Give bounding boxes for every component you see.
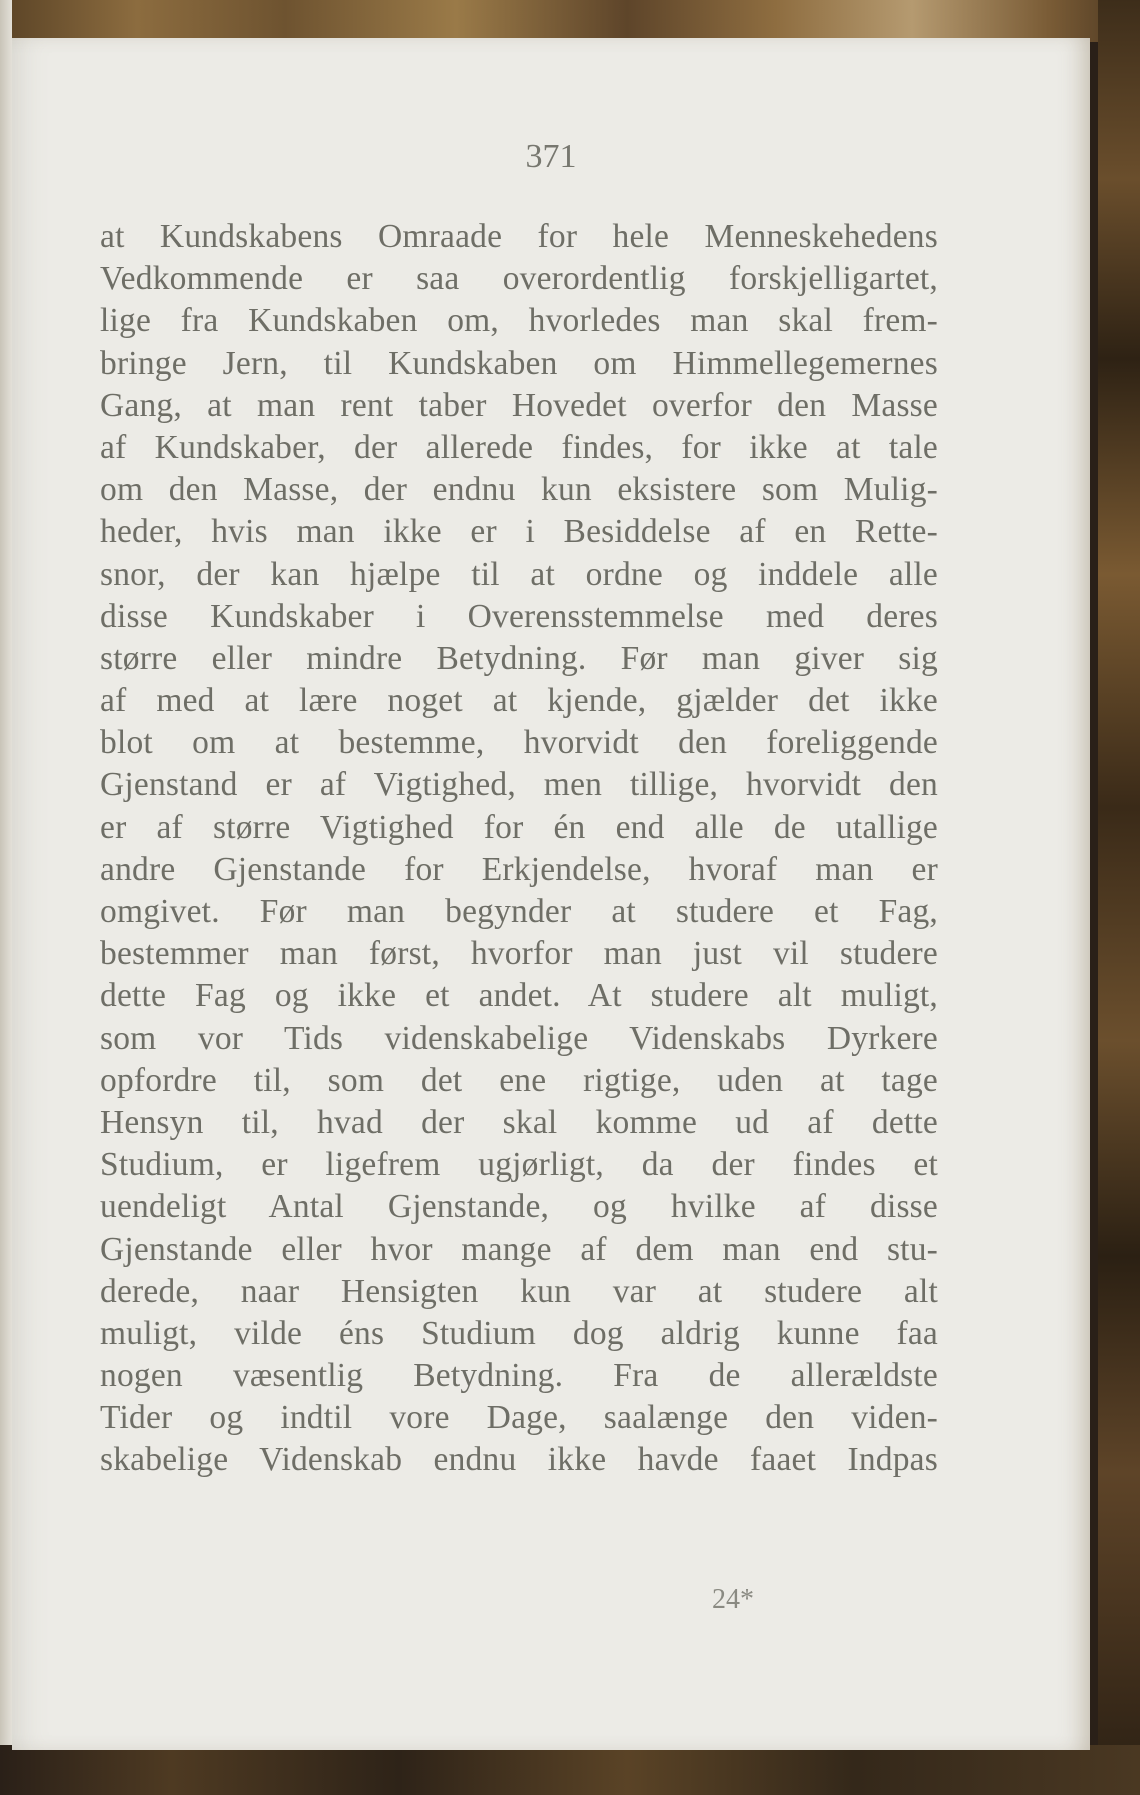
text-line: Hensyn til, hvad der skal komme ud af dette	[100, 1103, 938, 1141]
text-line: bringe Jern, til Kundskaben om Himmellegemernes	[100, 344, 938, 382]
text-line: større eller mindre Betydning. Før man giver sig	[100, 639, 938, 677]
text-line: Studium, er ligefrem ugjørligt, da der findes et	[100, 1146, 938, 1184]
text-line: omgivet. Før man begynder at studere et Fag,	[100, 893, 938, 930]
text-line: dette Fag og ikke et andet. At studere alt muligt,	[100, 977, 938, 1015]
text-line: om den Masse, der endnu kun eksistere som Mulig-	[100, 471, 938, 509]
text-line: skabelige Videnskab endnu ikke havde faaet Indpas	[100, 1441, 938, 1479]
text-line: som vor Tids videnskabelige Videnskabs Dyrkere	[100, 1019, 938, 1057]
text-line: at Kundskabens Omraade for hele Menneskehedens	[100, 218, 938, 255]
text-line: af Kundskaber, der allerede findes, for ikke at tale	[100, 428, 938, 466]
page-number: 371	[525, 138, 577, 175]
text-line: lige fra Kundskaben om, hvorledes man skal frem-	[100, 302, 938, 340]
body-text	[100, 216, 938, 1482]
text-line: Gang, at man rent taber Hovedet overfor den Masse	[100, 386, 938, 424]
text-line: muligt, vilde éns Studium dog aldrig kunne faa	[100, 1314, 938, 1352]
text-line: af med at lære noget at kjende, gjælder det ikke	[100, 682, 938, 720]
book-left-edge	[0, 0, 12, 1795]
text-line: andre Gjenstande for Erkjendelse, hvoraf man er	[100, 850, 938, 888]
text-line: Gjenstand er af Vigtighed, men tillige, hvorvidt den	[100, 766, 938, 804]
text-line: Tider og indtil vore Dage, saalænge den viden-	[100, 1399, 938, 1437]
text-line: uendeligt Antal Gjenstande, og hvilke af disse	[100, 1188, 938, 1226]
text-line: disse Kundskaber i Overensstemmelse med deres	[100, 597, 938, 635]
text-line: nogen væsentlig Betydning. Fra de allerældste	[100, 1357, 938, 1395]
book-cover-edge	[1098, 0, 1140, 1795]
text-line: derede, naar Hensigten kun var at studere alt	[100, 1272, 938, 1310]
text-line: snor, der kan hjælpe til at ordne og inddele alle	[100, 555, 938, 593]
page-sheet	[12, 38, 1090, 1750]
text-line: heder, hvis man ikke er i Besiddelse af en Rette-	[100, 513, 938, 551]
book-top-edge	[0, 0, 1140, 42]
text-line: bestemmer man først, hvorfor man just vil studere	[100, 935, 938, 973]
book-bottom-edge	[0, 1745, 1140, 1795]
text-line: Gjenstande eller hvor mange af dem man end stu-	[100, 1230, 938, 1268]
text-line: opfordre til, som det ene rigtige, uden at tage	[100, 1061, 938, 1099]
text-line: blot om at bestemme, hvorvidt den foreliggende	[100, 724, 938, 762]
signature-mark: 24*	[712, 1584, 754, 1615]
text-line: Vedkommende er saa overordentlig forskjelligartet,	[100, 260, 938, 298]
text-line: er af større Vigtighed for én end alle de utallige	[100, 808, 938, 846]
